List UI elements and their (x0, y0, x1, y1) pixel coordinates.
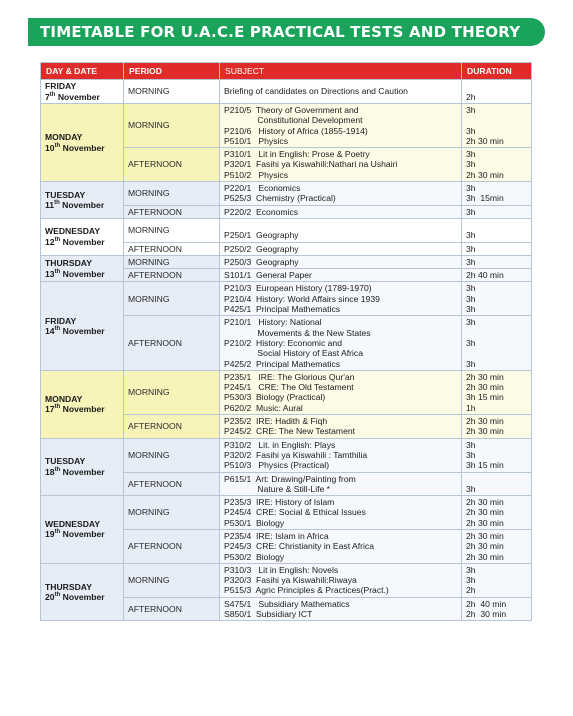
table-row (41, 563, 532, 597)
date-label (45, 467, 119, 478)
subject-line: Nature & Still-Life * (224, 483, 331, 494)
subject-cell (220, 242, 462, 255)
subject-line: P250/2 Geography (224, 243, 299, 254)
date-month: November (60, 529, 105, 540)
date-month: November (60, 592, 105, 603)
duration-line: 2h 30 min (466, 609, 507, 620)
duration-line: 2h 30 min (466, 382, 504, 393)
subject-line: Constitutional Development (224, 115, 363, 126)
duration-line: 3h (466, 125, 476, 136)
table-row (41, 282, 532, 316)
date-label (45, 326, 119, 337)
date-label (45, 92, 119, 103)
date-label (45, 269, 119, 280)
subject-line: P245/4 CRE: Social & Ethical Issues (224, 507, 366, 518)
subject-cell (220, 269, 462, 282)
subject-cell (220, 148, 462, 182)
period-cell: MORNING (124, 218, 220, 242)
date-month: November (60, 236, 105, 247)
duration-line: 2h 30 min (466, 497, 504, 508)
duration-line (466, 348, 527, 358)
subject-line: P620/2 Music: Aural (224, 402, 303, 413)
date-number: 10 (45, 142, 55, 153)
duration-cell (462, 205, 532, 218)
date-number: 12 (45, 236, 55, 247)
duration-line: 3h (466, 256, 476, 267)
duration-line: 2h 30 min (466, 517, 504, 528)
table-row (41, 255, 532, 268)
duration-line: 3h (466, 575, 476, 586)
day-date-cell (41, 104, 124, 182)
date-number: 14 (45, 326, 55, 337)
duration-line: 3h (466, 230, 476, 241)
duration-cell (462, 255, 532, 268)
day-date-cell (41, 370, 124, 438)
subject-line: P210/1 History: National (224, 317, 322, 328)
duration-line: 2h 40 min (466, 270, 504, 281)
duration-line: 3h (466, 337, 476, 348)
subject-line: P210/3 European History (1789-1970) (224, 283, 372, 294)
weekday-label: FRIDAY (45, 81, 77, 91)
duration-line: 2h (466, 585, 476, 596)
subject-line: Briefing of candidates on Directions and Caution (224, 86, 408, 97)
subject-line: P310/2 Lit. in English: Plays (224, 439, 336, 450)
day-date-cell (41, 182, 124, 219)
duration-cell (462, 529, 532, 563)
duration-line: 3h (466, 105, 476, 115)
subject-line: P320/3 Fasihi ya Kiswahili:Riwaya (224, 575, 357, 586)
subject-line: P320/2 Fasihi ya Kiswahili : Tamthilia (224, 449, 368, 460)
date-suffix: th (54, 592, 61, 599)
duration-cell (462, 316, 532, 370)
subject-line: P510/1 Physics (224, 135, 289, 146)
subject-line: P510/3 Physics (Practical) (224, 460, 330, 471)
subject-line: P510/2 Physics (224, 169, 289, 180)
subject-line: P210/4 History: World Affairs since 1939 (224, 293, 380, 304)
subject-line: P235/4 IRE: Islam in Africa (224, 530, 329, 541)
subject-line: P250/3 Geography (224, 256, 299, 267)
subject-line: P235/1 IRE: The Glorious Qur'an (224, 371, 355, 382)
weekday-label: THURSDAY (45, 581, 92, 592)
subject-line: P515/3 Agric Principles & Practices(Pract.) (224, 585, 389, 596)
date-number: 7 (45, 91, 50, 102)
period-cell: AFTERNOON (124, 597, 220, 621)
duration-line (466, 115, 527, 125)
period-cell: AFTERNOON (124, 472, 220, 496)
date-label (45, 237, 119, 248)
subject-cell (220, 316, 462, 370)
subject-cell (220, 282, 462, 316)
duration-line (466, 220, 527, 230)
weekday-label: WEDNESDAY (45, 518, 101, 529)
subject-line: P530/1 Biology (224, 517, 285, 528)
day-date-cell (41, 563, 124, 620)
date-label (45, 200, 119, 211)
duration-line: 3h 15 min (466, 460, 504, 471)
subject-line: P530/2 Biology (224, 551, 285, 562)
subject-line: P425/2 Principal Mathematics (224, 358, 341, 369)
table-row (41, 496, 532, 530)
duration-line: 3h (466, 293, 476, 304)
subject-line: P210/5 Theory of Government and (224, 105, 359, 115)
duration-cell (462, 597, 532, 621)
subject-line: P525/3 Chemistry (Practical) (224, 193, 336, 204)
period-cell: AFTERNOON (124, 529, 220, 563)
subject-line: P245/2 CRE: The New Testament (224, 426, 356, 437)
period-cell: MORNING (124, 370, 220, 414)
day-date-cell (41, 438, 124, 495)
duration-line (466, 474, 527, 484)
table-row (41, 438, 532, 472)
date-suffix: th (54, 326, 61, 333)
date-suffix: th (54, 268, 61, 275)
subject-line (224, 220, 457, 230)
title-banner (28, 18, 545, 46)
duration-line: 1h (466, 402, 476, 413)
period-cell: AFTERNOON (124, 148, 220, 182)
subject-cell (220, 205, 462, 218)
subject-cell (220, 472, 462, 496)
date-number: 17 (45, 404, 55, 415)
subject-cell (220, 255, 462, 268)
subject-line: P530/3 Biology (Practical) (224, 392, 326, 403)
subject-cell (220, 415, 462, 439)
date-month: November (60, 268, 105, 279)
timetable-body (41, 80, 532, 621)
date-month: November (60, 326, 105, 337)
period-cell: MORNING (124, 563, 220, 597)
period-cell: AFTERNOON (124, 242, 220, 255)
duration-line: 2h 30 min (466, 541, 504, 552)
date-month: November (60, 466, 105, 477)
subject-cell (220, 496, 462, 530)
duration-cell (462, 282, 532, 316)
date-month: November (60, 404, 105, 415)
weekday-label: FRIDAY (45, 315, 77, 326)
weekday-label: WEDNESDAY (45, 226, 101, 237)
subject-line: P310/3 Lit in English: Novels (224, 564, 339, 575)
duration-cell (462, 182, 532, 206)
period-cell: MORNING (124, 80, 220, 104)
duration-line: 2h 30 min (466, 135, 504, 146)
period-cell: MORNING (124, 182, 220, 206)
duration-line: 2h 40 min (466, 598, 507, 609)
date-suffix: th (54, 404, 61, 411)
date-suffix: th (54, 529, 61, 536)
duration-line: 3h (466, 206, 476, 217)
date-month: November (55, 91, 100, 102)
table-row (41, 370, 532, 414)
duration-line: 2h 30 min (466, 551, 504, 562)
table-row (41, 80, 532, 104)
subject-cell (220, 218, 462, 242)
header-subject: SUBJECT (220, 63, 462, 80)
subject-line: P310/1 Lit in English: Prose & Poetry (224, 149, 370, 160)
page-title: TIMETABLE FOR U.A.C.E PRACTICAL TESTS AND THEORY (40, 23, 521, 41)
duration-cell (462, 415, 532, 439)
subject-cell (220, 80, 462, 104)
date-number: 11 (45, 200, 55, 211)
subject-line: P210/6 History of Africa (1855-1914) (224, 125, 368, 136)
duration-line: 2h 30 min (466, 416, 504, 427)
date-number: 18 (45, 466, 55, 477)
duration-line: 3h 15 min (466, 392, 504, 403)
duration-line: 3h (466, 149, 476, 160)
date-number: 20 (45, 592, 55, 603)
period-cell: AFTERNOON (124, 316, 220, 370)
subject-line: S101/1 General Paper (224, 270, 312, 281)
duration-line: 3h (466, 304, 476, 315)
duration-line: 3h (466, 564, 476, 575)
date-label (45, 592, 119, 603)
duration-cell (462, 370, 532, 414)
duration-cell (462, 218, 532, 242)
duration-line: 3h 15min (466, 193, 504, 204)
date-label (45, 529, 119, 540)
table-row (41, 218, 532, 242)
duration-cell (462, 80, 532, 104)
duration-line: 2h (466, 91, 476, 102)
period-cell: MORNING (124, 496, 220, 530)
duration-line: 3h (466, 317, 476, 328)
weekday-label: MONDAY (45, 393, 83, 404)
date-label (45, 404, 119, 415)
duration-line: 3h (466, 159, 476, 170)
day-date-cell (41, 496, 124, 564)
weekday-label: TUESDAY (45, 456, 86, 467)
duration-line: 2h 30 min (466, 507, 504, 518)
subject-line: P220/2 Economics (224, 206, 299, 217)
period-cell: MORNING (124, 255, 220, 268)
date-suffix: th (49, 91, 56, 98)
date-month: November (59, 200, 105, 211)
weekday-label: THURSDAY (45, 258, 92, 269)
date-month: November (60, 142, 105, 153)
period-cell: MORNING (124, 104, 220, 148)
timetable (40, 62, 532, 621)
subject-line: S850/1 Subsidiary ICT (224, 609, 313, 620)
subject-line: P245/1 CRE: The Old Testament (224, 382, 354, 393)
subject-cell (220, 182, 462, 206)
subject-cell (220, 370, 462, 414)
period-cell: AFTERNOON (124, 269, 220, 282)
subject-line: P220/1 Economics (224, 183, 301, 194)
date-suffix: th (54, 466, 61, 473)
duration-line: 3h (466, 483, 476, 494)
duration-line: 2h 30 min (466, 169, 504, 180)
duration-line: 2h 30 min (466, 426, 504, 437)
date-suffix: th (54, 200, 60, 207)
header-period: PERIOD (124, 63, 220, 80)
duration-cell (462, 472, 532, 496)
subject-line: P235/2 IRE: Hadith & Fiqh (224, 416, 328, 427)
duration-line: 3h (466, 243, 476, 254)
day-date-cell (41, 80, 124, 104)
subject-cell (220, 563, 462, 597)
table-row (41, 104, 532, 148)
subject-line: P250/1 Geography (224, 230, 299, 241)
date-suffix: th (54, 237, 61, 244)
subject-line: Social History of East Africa (224, 348, 363, 359)
duration-cell (462, 438, 532, 472)
duration-line: 3h (466, 439, 476, 450)
day-date-cell (41, 282, 124, 370)
duration-line: 2h 30 min (466, 371, 504, 382)
date-number: 13 (45, 268, 55, 279)
duration-line: 3h (466, 283, 476, 294)
period-cell: AFTERNOON (124, 415, 220, 439)
duration-cell (462, 496, 532, 530)
subject-line: Movements & the New States (224, 327, 371, 338)
day-date-cell (41, 218, 124, 255)
duration-line: 3h (466, 183, 476, 194)
date-label (45, 143, 119, 154)
duration-cell (462, 269, 532, 282)
subject-cell (220, 438, 462, 472)
subject-line: P425/1 Principal Mathematics (224, 304, 341, 315)
subject-cell (220, 104, 462, 148)
duration-cell (462, 148, 532, 182)
duration-line: 3h (466, 449, 476, 460)
period-cell: MORNING (124, 282, 220, 316)
subject-line: P320/1 Fasihi ya Kiswahili:Nathari na Ushairi (224, 159, 398, 170)
duration-line: 3h (466, 358, 476, 369)
duration-cell (462, 104, 532, 148)
period-cell: AFTERNOON (124, 205, 220, 218)
day-date-cell (41, 255, 124, 282)
date-number: 19 (45, 529, 55, 540)
subject-line: P615/1 Art: Drawing/Painting from (224, 473, 356, 484)
subject-cell (220, 529, 462, 563)
period-cell: MORNING (124, 438, 220, 472)
date-suffix: th (54, 142, 61, 149)
duration-line (466, 81, 527, 91)
subject-cell (220, 597, 462, 621)
duration-line: 2h 30 min (466, 530, 504, 541)
duration-cell (462, 563, 532, 597)
header-duration: DURATION (462, 63, 532, 80)
header-day: DAY & DATE (41, 63, 124, 80)
subject-line: P245/3 CRE: Christianity in East Africa (224, 541, 374, 552)
table-row (41, 182, 532, 206)
duration-line (466, 328, 527, 338)
duration-cell (462, 242, 532, 255)
subject-line: S475/1 Subsidiary Mathematics (224, 598, 350, 609)
weekday-label: MONDAY (45, 132, 83, 143)
subject-line: P235/3 IRE: History of Islam (224, 497, 335, 508)
subject-line: P210/2 History: Economic and (224, 337, 342, 348)
header-row (41, 63, 532, 80)
weekday-label: TUESDAY (45, 189, 86, 200)
